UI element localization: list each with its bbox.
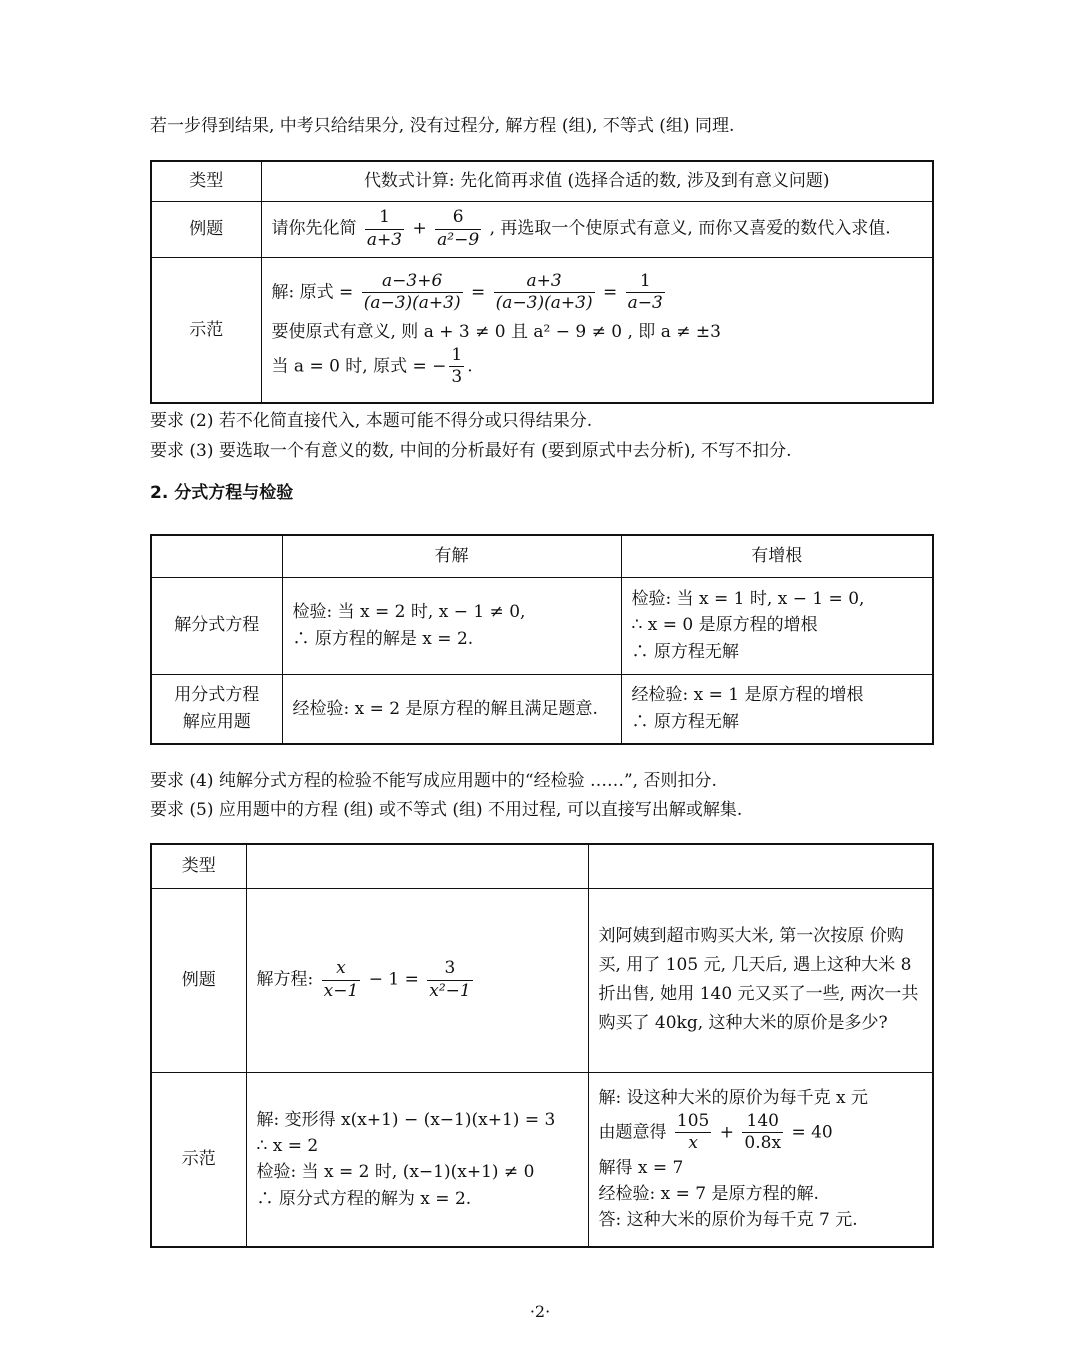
row-label: 解分式方程	[151, 577, 282, 674]
table-cell: 经检验: x = 1 是原方程的增根 ∴ 原方程无解	[621, 674, 933, 744]
table-cell: 检验: 当 x = 2 时, x − 1 ≠ 0, ∴ 原方程的解是 x = 2.	[282, 577, 621, 674]
example-cell: 请你先化简 $\frac{1}{a+3}$ + $\frac{6}{\text{a²−9}}$ , 再选取一个使原式有意义, 而你又喜爱的数代入求值.	[261, 201, 933, 257]
fraction: $\frac{6}{\text{a²−9}}$	[437, 207, 480, 250]
requirement-3: 要求 (3) 要选取一个有意义的数, 中间的分析最好有 (要到原式中去分析), 不写不扣分.	[150, 441, 792, 461]
application-table	[150, 843, 934, 1248]
row-label: 用分式方程 解应用题	[151, 674, 282, 744]
empty-header	[151, 535, 282, 577]
example-label: 例题	[151, 201, 261, 257]
example-right: 刘阿姨到超市购买大米, 第一次按原 价购买, 用了 105 元, 几天后, 遇上这种大米 8 折出售, 她用 140 元又买了一些, 两次一共购买了 40kg, 这种大米的原价是多少?	[588, 888, 933, 1072]
algebra-table	[150, 160, 934, 404]
demo-label: 示范	[151, 1072, 246, 1247]
page-number: ·2·	[529, 1302, 551, 1321]
intro-text: 若一步得到结果, 中考只给结果分, 没有过程分, 解方程 (组), 不等式 (组) 同理.	[150, 116, 735, 136]
requirement-4: 要求 (4) 纯解分式方程的检验不能写成应用题中的“经检验 ……”, 否则扣分.	[150, 771, 717, 791]
table-cell: 经检验: x = 2 是原方程的解且满足题意.	[282, 674, 621, 744]
type-label: 类型	[151, 161, 261, 201]
empty-header	[246, 844, 588, 888]
example-left: 解方程: $\frac{x}{x-1}$ − 1 = $\frac{3}{\text{x²−1}}$	[246, 888, 588, 1072]
type-text: 代数式计算: 先化简再求值 (选择合适的数, 涉及到有意义问题)	[261, 161, 933, 201]
header-has-solution: 有解	[282, 535, 621, 577]
type-label: 类型	[151, 844, 246, 888]
demo-right: 解: 设这种大米的原价为每千克 x 元 由题意得 $\frac{105}{x}$ + $\frac{140}{0.8x}$ = 40 解得 x = 7 经检验: x = 7 是原方程的解. 答: 这种大米的原价为每千克 7 元.	[588, 1072, 933, 1247]
requirement-5: 要求 (5) 应用题中的方程 (组) 或不等式 (组) 不用过程, 可以直接写出解或解集.	[150, 800, 743, 820]
example-label: 例题	[151, 888, 246, 1072]
demo-label: 示范	[151, 257, 261, 403]
demo-line-1: 解: 原式 = $\frac{a-3+6}{(a-3)(a+3)}$ = $\frac{a+3}{(a-3)(a+3)}$ = $\frac{1}{a-3}$	[271, 271, 663, 314]
example-suffix: , 再选取一个使原式有意义, 而你又喜爱的数代入求值.	[489, 218, 891, 239]
requirement-2: 要求 (2) 若不化简直接代入, 本题可能不得分或只得结果分.	[150, 411, 593, 431]
demo-cell	[261, 257, 933, 403]
empty-header	[588, 844, 933, 888]
demo-equation: 由题意得 $\frac{105}{x}$ + $\frac{140}{0.8x}$ = 40	[598, 1111, 833, 1154]
table-cell: 检验: 当 x = 1 时, x − 1 = 0, ∴ x = 0 是原方程的增根 ∴ 原方程无解	[621, 577, 933, 674]
fraction: $\frac{1}{a+3}$	[366, 207, 403, 250]
fraction-equation-table	[150, 534, 934, 745]
demo-line-2: 要使原式有意义, 则 a + 3 ≠ 0 且 a² − 9 ≠ 0 , 即 a ≠ ±3	[271, 321, 721, 342]
example-prefix: 请你先化简	[271, 218, 357, 239]
section-title: 2. 分式方程与检验	[150, 483, 294, 503]
demo-left: 解: 变形得 x(x+1) − (x−1)(x+1) = 3 ∴ x = 2 检验: 当 x = 2 时, (x−1)(x+1) ≠ 0 ∴ 原分式方程的解为 x = 2.	[246, 1072, 588, 1247]
demo-line-3: 当 a = 0 时, 原式 = − $\frac{1}{3}$ .	[271, 344, 473, 388]
header-extraneous: 有增根	[621, 535, 933, 577]
